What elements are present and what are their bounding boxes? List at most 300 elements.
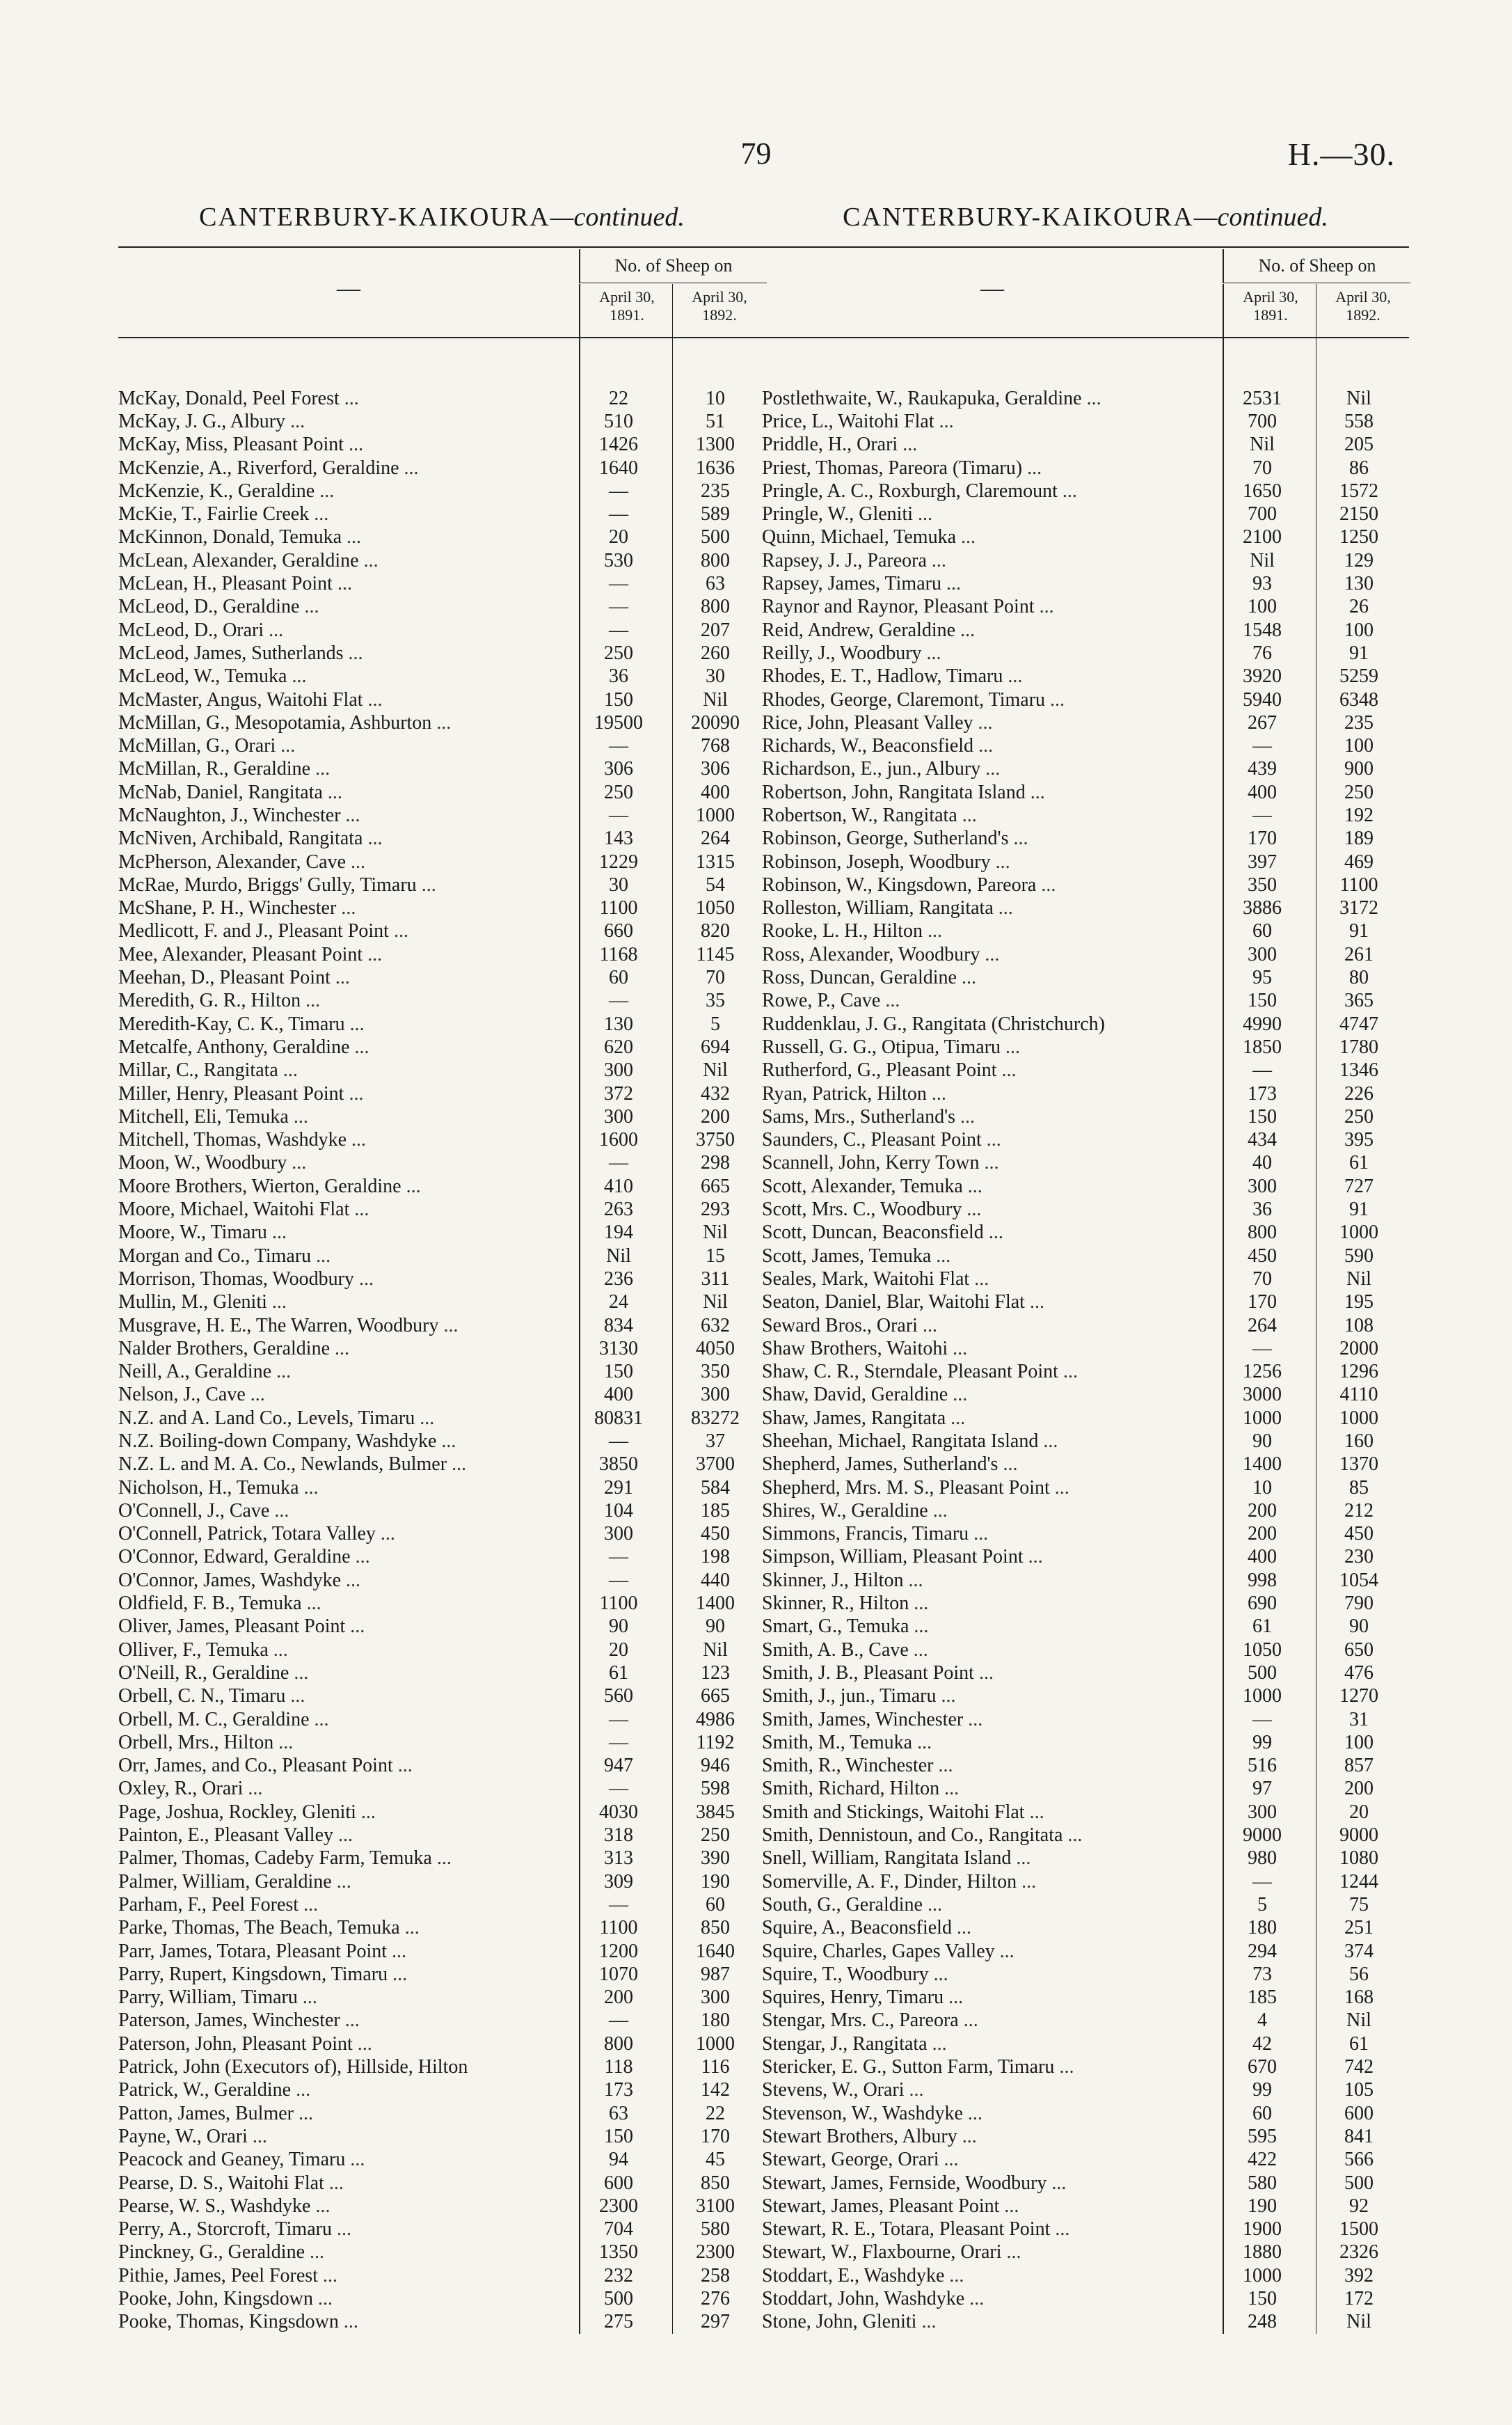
sheep-1892: 665	[701, 1685, 730, 1707]
leader-dots: ...	[1054, 1476, 1069, 1499]
sheep-1891: 170	[1248, 828, 1277, 850]
sheep-1891: 275	[604, 2311, 633, 2333]
sheep-1891: 60	[609, 967, 628, 989]
sheep-1891: 980	[1248, 1847, 1277, 1870]
left-table-body	[118, 338, 765, 2334]
leader-dots: ...	[310, 2241, 324, 2264]
table-row	[118, 1986, 765, 2009]
sheep-1891: 1850	[1243, 1036, 1282, 1058]
sheep-1891: 530	[604, 549, 633, 571]
table-row	[118, 1291, 765, 1314]
sheep-1892: 293	[701, 1199, 730, 1221]
table-row	[762, 1129, 1409, 1152]
leader-dots: ...	[271, 1222, 287, 1244]
leader-dots: ...	[1008, 665, 1023, 688]
owner-name: Morrison, Thomas, Woodbury ...	[118, 1267, 374, 1290]
sheep-1892: 598	[701, 1778, 730, 1800]
sheep-1892: 170	[701, 2125, 730, 2147]
table-row	[762, 966, 1409, 989]
table-row	[118, 1175, 765, 1198]
sheep-1891: 90	[609, 1616, 628, 1638]
table-row	[118, 2241, 765, 2264]
table-row	[762, 480, 1409, 503]
leader-dots: ...	[443, 1314, 459, 1336]
owner-name: Oxley, R., Orari ...	[118, 1778, 263, 1800]
table-row	[118, 1036, 765, 1059]
leader-dots: ...	[250, 1384, 265, 1406]
leader-dots: ...	[315, 758, 331, 780]
table-row	[762, 781, 1409, 804]
table-row	[118, 1546, 765, 1569]
sheep-1891: 834	[604, 1314, 633, 1336]
sheep-1892: 374	[1344, 1940, 1374, 1962]
sheep-1892: 311	[701, 1267, 730, 1290]
sheep-1891: 150	[604, 2125, 633, 2147]
sheep-1892: 4747	[1339, 1013, 1378, 1035]
owner-name: Reilly, J., Woodbury ...	[762, 642, 941, 664]
sheep-1892: 100	[1344, 619, 1374, 641]
sheep-1891: —	[1252, 1059, 1272, 1082]
sheep-1891: 300	[1248, 943, 1277, 965]
leader-dots: ...	[885, 990, 900, 1012]
owner-name: McKenzie, K., Geraldine ...	[118, 480, 335, 502]
sheep-1891: 200	[604, 1986, 633, 2009]
sheep-1892: 3700	[696, 1453, 735, 1476]
sheep-1891: 1229	[599, 851, 638, 873]
leader-dots: ...	[335, 1337, 349, 1359]
table-row	[118, 851, 765, 874]
owner-name: Peacock and Geaney, Timaru ...	[118, 2149, 365, 2171]
table-row	[762, 2055, 1409, 2078]
sheep-1891: —	[609, 1569, 628, 1591]
owner-name: Priddle, H., Orari ...	[762, 434, 918, 456]
leader-dots: ...	[392, 1963, 408, 1985]
table-row	[118, 1661, 765, 1684]
owner-name: Pooke, Thomas, Kingsdown ...	[118, 2311, 358, 2333]
table-row	[762, 1986, 1409, 2009]
table-row	[118, 1453, 765, 1476]
table-row	[762, 410, 1409, 433]
page-number: 79	[740, 136, 772, 171]
table-row	[762, 526, 1409, 549]
sheep-1892: 207	[701, 619, 730, 641]
table-row	[118, 1755, 765, 1778]
leader-dots: ...	[355, 1546, 370, 1568]
sheep-1891: 1650	[1243, 480, 1282, 502]
leader-dots: ...	[933, 1963, 948, 1985]
sheep-1891: —	[609, 1152, 628, 1174]
sheep-1891: 250	[604, 642, 633, 664]
sheep-1891: 42	[1252, 2032, 1272, 2055]
table-row	[762, 2241, 1409, 2264]
sheep-1892: 4110	[1339, 1384, 1378, 1406]
table-row	[762, 851, 1409, 874]
table-row	[118, 2149, 765, 2172]
sheep-1892: 10	[706, 387, 725, 409]
sheep-1892: 91	[1349, 920, 1369, 942]
owner-name: Smart, G., Temuka ...	[762, 1616, 929, 1638]
sheep-1891: 264	[1248, 1314, 1277, 1336]
leader-dots: ...	[347, 526, 362, 548]
table-row	[762, 1847, 1409, 1870]
table-row	[762, 1917, 1409, 1940]
owner-name: Rhodes, E. T., Hadlow, Timaru ...	[762, 665, 1023, 688]
table-row	[762, 642, 1409, 665]
leader-dots: ...	[936, 1245, 951, 1267]
table-row	[118, 711, 765, 734]
sheep-1891: 5940	[1243, 688, 1282, 711]
sheep-1892: 566	[1344, 2149, 1374, 2171]
sheep-1891: 410	[604, 1175, 633, 1197]
sheep-1892: 1145	[696, 943, 735, 965]
sheep-1892: 1244	[1339, 1870, 1378, 1893]
sheep-1891: 263	[604, 1199, 633, 1221]
leader-dots: ...	[946, 573, 961, 595]
table-row	[762, 2032, 1409, 2055]
sheep-1891: 60	[1252, 2102, 1272, 2124]
leader-dots: ...	[367, 688, 383, 711]
leader-dots: ...	[354, 1199, 369, 1221]
owner-name: Price, L., Waitohi Flat ...	[762, 410, 954, 432]
sheep-1892: 198	[701, 1546, 730, 1568]
table-row	[762, 503, 1409, 526]
sheep-1891: 1880	[1243, 2241, 1282, 2264]
table-row	[762, 897, 1409, 920]
sheep-1892: 235	[1344, 711, 1374, 734]
sheep-1891: —	[1252, 1708, 1272, 1730]
sheep-1892: 742	[1344, 2056, 1374, 2078]
table-row	[118, 1523, 765, 1546]
owner-name: Skinner, R., Hilton ...	[762, 1593, 929, 1615]
table-row	[762, 758, 1409, 781]
table-row	[118, 619, 765, 642]
left-heading	[118, 202, 765, 244]
owner-name: McKinnon, Donald, Temuka ...	[118, 526, 362, 548]
sheep-1892: 26	[1349, 596, 1369, 618]
owner-name: McKay, Miss, Pleasant Point ...	[118, 434, 364, 456]
sheep-1892: Nil	[703, 1059, 728, 1082]
table-row	[762, 1940, 1409, 1963]
leader-dots: ...	[336, 1870, 351, 1893]
sheep-1891: 300	[1248, 1175, 1277, 1197]
owner-name: Shaw, James, Rangitata ...	[762, 1407, 966, 1429]
table-row	[118, 1499, 765, 1522]
leader-dots: ...	[349, 434, 364, 456]
table-row	[118, 387, 765, 410]
sheep-1892: 4986	[696, 1708, 735, 1730]
sheep-1892: 85	[1349, 1476, 1369, 1499]
table-row	[118, 1616, 765, 1638]
table-row	[118, 1685, 765, 1708]
sheep-1892: 250	[701, 1824, 730, 1847]
sheep-1892: 1054	[1339, 1569, 1378, 1591]
sheep-1891: 313	[604, 1847, 633, 1870]
leader-dots: ...	[293, 1105, 308, 1128]
sheep-1892: 37	[706, 1430, 725, 1452]
leader-dots: ...	[282, 1059, 298, 1082]
table-row	[118, 1940, 765, 1963]
table-row	[762, 1824, 1409, 1847]
left-header-1892: April 30, 1892.	[672, 284, 766, 340]
owner-name: Richardson, E., jun., Albury ...	[762, 758, 1001, 780]
table-row	[118, 758, 765, 781]
owner-name: Patrick, John (Executors of), Hillside, Hilton	[118, 2056, 468, 2078]
table-row	[762, 1708, 1409, 1731]
owner-name: McLeod, D., Orari ...	[118, 619, 284, 641]
table-row	[118, 665, 765, 688]
table-row	[118, 1337, 765, 1360]
leader-dots: ...	[927, 1893, 942, 1915]
leader-dots: ...	[278, 1731, 294, 1753]
table-row	[118, 549, 765, 572]
owner-name: Orbell, Mrs., Hilton ...	[118, 1731, 294, 1753]
sheep-1891: 97	[1252, 1778, 1272, 1800]
owner-name: Orbell, C. N., Timaru ...	[118, 1685, 305, 1707]
sheep-1892: 4050	[696, 1337, 735, 1359]
table-row	[762, 1523, 1409, 1546]
owner-name: Reid, Andrew, Geraldine ...	[762, 619, 976, 641]
leader-dots: ...	[380, 1523, 395, 1545]
left-name-header: —	[337, 276, 360, 301]
sheep-1892: 105	[1344, 2079, 1374, 2101]
sheep-1891: 1100	[599, 1917, 638, 1939]
leader-dots: ...	[360, 1801, 376, 1823]
leader-dots: ...	[315, 2195, 331, 2217]
right-table-header	[762, 248, 1409, 337]
owner-name: Pearse, D. S., Waitohi Flat ...	[118, 2172, 344, 2194]
sheep-1892: 1250	[1339, 526, 1378, 548]
owner-name: McRae, Murdo, Briggs' Gully, Timaru ...	[118, 874, 436, 896]
leader-dots: ...	[404, 1917, 420, 1939]
leader-dots: ...	[336, 2218, 351, 2241]
leader-dots: ...	[354, 1036, 369, 1058]
leader-dots: ...	[966, 1199, 982, 1221]
sheep-1891: 450	[1248, 1245, 1277, 1267]
sheep-1892: 61	[1349, 1152, 1369, 1174]
sheep-1892: 500	[701, 526, 730, 548]
leader-dots: ...	[1051, 2172, 1067, 2194]
owner-name: Smith, M., Temuka ...	[762, 1731, 932, 1753]
owner-name: Rolleston, William, Rangitata ...	[762, 897, 1013, 919]
leader-dots: ...	[999, 1940, 1014, 1962]
sheep-1891: —	[609, 1708, 628, 1730]
sheep-1891: 150	[604, 688, 633, 711]
sheep-1892: 9000	[1339, 1824, 1378, 1847]
sheep-1892: 61	[1349, 2032, 1369, 2055]
sheep-1892: 1500	[1339, 2218, 1378, 2241]
owner-name: Smith, James, Winchester ...	[762, 1708, 983, 1730]
owner-name: Stevenson, W., Washdyke ...	[762, 2102, 982, 2124]
sheep-1891: 998	[1248, 1569, 1277, 1591]
sheep-1891: 61	[609, 1661, 628, 1684]
leader-dots: ...	[962, 2125, 977, 2147]
owner-name: Morgan and Co., Timaru ...	[118, 1245, 331, 1267]
sheep-1891: 24	[609, 1291, 628, 1313]
sheep-1891: 560	[604, 1685, 633, 1707]
sheep-1891: 100	[1248, 596, 1277, 618]
leader-dots: ...	[318, 2287, 333, 2309]
owner-name: McLean, H., Pleasant Point ...	[118, 573, 352, 595]
leader-dots: ...	[949, 2264, 964, 2286]
table-row	[118, 874, 765, 896]
leader-dots: ...	[306, 1593, 321, 1615]
leader-dots: ...	[913, 1638, 928, 1661]
sheep-1891: 1000	[1243, 2264, 1282, 2286]
owner-name: Shaw, David, Geraldine ...	[762, 1384, 968, 1406]
sheep-1892: 1000	[1339, 1407, 1378, 1429]
table-row	[762, 734, 1409, 757]
table-row	[762, 688, 1409, 711]
sheep-1891: 670	[1248, 2056, 1277, 2078]
table-row	[118, 734, 765, 757]
sheep-1892: 130	[1344, 573, 1374, 595]
sheep-1892: 116	[701, 2056, 730, 2078]
sheep-1891: 400	[604, 1384, 633, 1406]
sheep-1892: 235	[701, 480, 730, 502]
owner-name: McKay, J. G., Albury ...	[118, 410, 305, 432]
sheep-1892: 432	[701, 1082, 730, 1105]
owner-name: Stewart, James, Pleasant Point ...	[762, 2195, 1019, 2217]
sheep-1891: 500	[1248, 1661, 1277, 1684]
leader-dots: ...	[1067, 1824, 1083, 1847]
table-row	[118, 2079, 765, 2102]
leader-dots: ...	[963, 2009, 978, 2032]
sheep-1891: 1548	[1243, 619, 1282, 641]
table-row	[118, 1222, 765, 1245]
leader-dots: ...	[909, 2079, 924, 2101]
sheep-1891: 309	[604, 1870, 633, 1893]
owner-name: McKie, T., Fairlie Creek ...	[118, 503, 329, 526]
table-row	[762, 1245, 1409, 1267]
sheep-1892: 450	[701, 1523, 730, 1545]
table-row	[762, 828, 1409, 851]
owner-name: Neill, A., Geraldine ...	[118, 1361, 292, 1383]
sheep-1891: 60	[1252, 920, 1272, 942]
table-row	[762, 2102, 1409, 2125]
owner-name: Simpson, William, Pleasant Point ...	[762, 1546, 1043, 1568]
sheep-1891: 180	[1248, 1917, 1277, 1939]
right-heading	[762, 202, 1409, 244]
sheep-1892: 200	[1344, 1778, 1374, 1800]
sheep-1891: 36	[1252, 1199, 1272, 1221]
owner-name: Ross, Alexander, Woodbury ...	[762, 943, 1000, 965]
leader-dots: ...	[273, 1638, 288, 1661]
sheep-1892: 129	[1344, 549, 1374, 571]
right-subtitle: —continued.	[1193, 203, 1328, 232]
leader-dots: ...	[252, 2125, 267, 2147]
owner-name: Parry, Rupert, Kingsdown, Timaru ...	[118, 1963, 408, 1985]
owner-name: Stoddart, E., Washdyke ...	[762, 2264, 964, 2286]
owner-name: Postlethwaite, W., Raukapuka, Geraldine ...	[762, 387, 1101, 409]
leader-dots: ...	[914, 1593, 929, 1615]
table-row	[118, 1082, 765, 1105]
sheep-1891: 620	[604, 1036, 633, 1058]
owner-name: Stoddart, John, Washdyke ...	[762, 2287, 985, 2309]
sheep-1891: —	[609, 596, 628, 618]
table-row	[118, 1731, 765, 1754]
table-row	[118, 1963, 765, 1986]
sheep-1892: 298	[701, 1152, 730, 1174]
sheep-1892: 1000	[696, 804, 735, 826]
table-row	[118, 2311, 765, 2334]
table-row	[762, 1499, 1409, 1522]
sheep-1891: 400	[1248, 781, 1277, 803]
sheep-1892: 260	[701, 642, 730, 664]
table-row	[762, 1175, 1409, 1198]
table-row	[762, 1222, 1409, 1245]
table-row	[762, 2287, 1409, 2310]
table-row	[118, 2055, 765, 2078]
owner-name: Orr, James, and Co., Pleasant Point ...	[118, 1755, 413, 1777]
sheep-1892: 1000	[696, 2032, 735, 2055]
owner-name: Rapsey, James, Timaru ...	[762, 573, 961, 595]
sheep-1892: 946	[701, 1755, 730, 1777]
owner-name: Rowe, P., Cave ...	[762, 990, 900, 1012]
leader-dots: ...	[938, 1755, 953, 1777]
sheep-1891: —	[609, 1778, 628, 1800]
table-row	[118, 642, 765, 665]
sheep-1892: 2000	[1339, 1337, 1378, 1359]
sheep-1892: 1315	[696, 851, 735, 873]
sheep-1892: 400	[701, 781, 730, 803]
sheep-1891: 190	[1248, 2195, 1277, 2217]
sheep-1892: 650	[1344, 1638, 1374, 1661]
leader-dots: ...	[1050, 688, 1065, 711]
owner-name: Pringle, W., Gleniti ...	[762, 503, 932, 526]
leader-dots: ...	[960, 1105, 976, 1128]
leader-dots: ...	[1021, 1870, 1037, 1893]
owner-name: Squires, Henry, Timaru ...	[762, 1986, 964, 2009]
sheep-1892: 22	[706, 2102, 725, 2124]
table-row	[762, 1893, 1409, 1916]
table-row	[762, 387, 1409, 410]
sheep-1892: 276	[701, 2287, 730, 2309]
leader-dots: ...	[978, 711, 993, 734]
right-table-body	[762, 338, 1409, 2334]
table-row	[762, 1198, 1409, 1221]
sheep-1891: —	[1252, 1870, 1272, 1893]
table-row	[762, 1407, 1409, 1430]
sheep-1892: Nil	[1346, 2009, 1371, 2032]
table-row	[762, 874, 1409, 896]
owner-name: Richards, W., Beaconsfield ...	[762, 735, 994, 757]
owner-name: Shaw, C. R., Sterndale, Pleasant Point ...	[762, 1361, 1078, 1383]
leader-dots: ...	[1016, 1847, 1031, 1870]
left-column	[118, 202, 765, 2334]
table-row	[762, 1661, 1409, 1684]
sheep-1891: 439	[1248, 758, 1277, 780]
owner-name: Ross, Duncan, Geraldine ...	[762, 967, 976, 989]
leader-dots: ...	[969, 2287, 985, 2309]
table-row	[762, 1963, 1409, 1986]
sheep-1891: 516	[1248, 1755, 1277, 1777]
sheep-1892: 86	[1349, 457, 1369, 479]
owner-name: Stewart, R. E., Totara, Pleasant Point ...	[762, 2218, 1070, 2241]
owner-name: Stewart Brothers, Albury ...	[762, 2125, 977, 2147]
sheep-1891: —	[609, 619, 628, 641]
owner-name: Sheehan, Michael, Rangitata Island ...	[762, 1430, 1058, 1452]
sheep-1892: 665	[701, 1175, 730, 1197]
table-row	[762, 2172, 1409, 2195]
sheep-1892: 1300	[696, 434, 735, 456]
owner-name: Meredith-Kay, C. K., Timaru ...	[118, 1013, 365, 1035]
sheep-1892: 160	[1344, 1430, 1374, 1452]
owner-name: Mitchell, Eli, Temuka ...	[118, 1105, 308, 1128]
leader-dots: ...	[961, 967, 976, 989]
sheep-1891: 30	[609, 874, 628, 896]
sheep-1891: 173	[604, 2079, 633, 2101]
owner-name: McLeod, D., Geraldine ...	[118, 596, 319, 618]
